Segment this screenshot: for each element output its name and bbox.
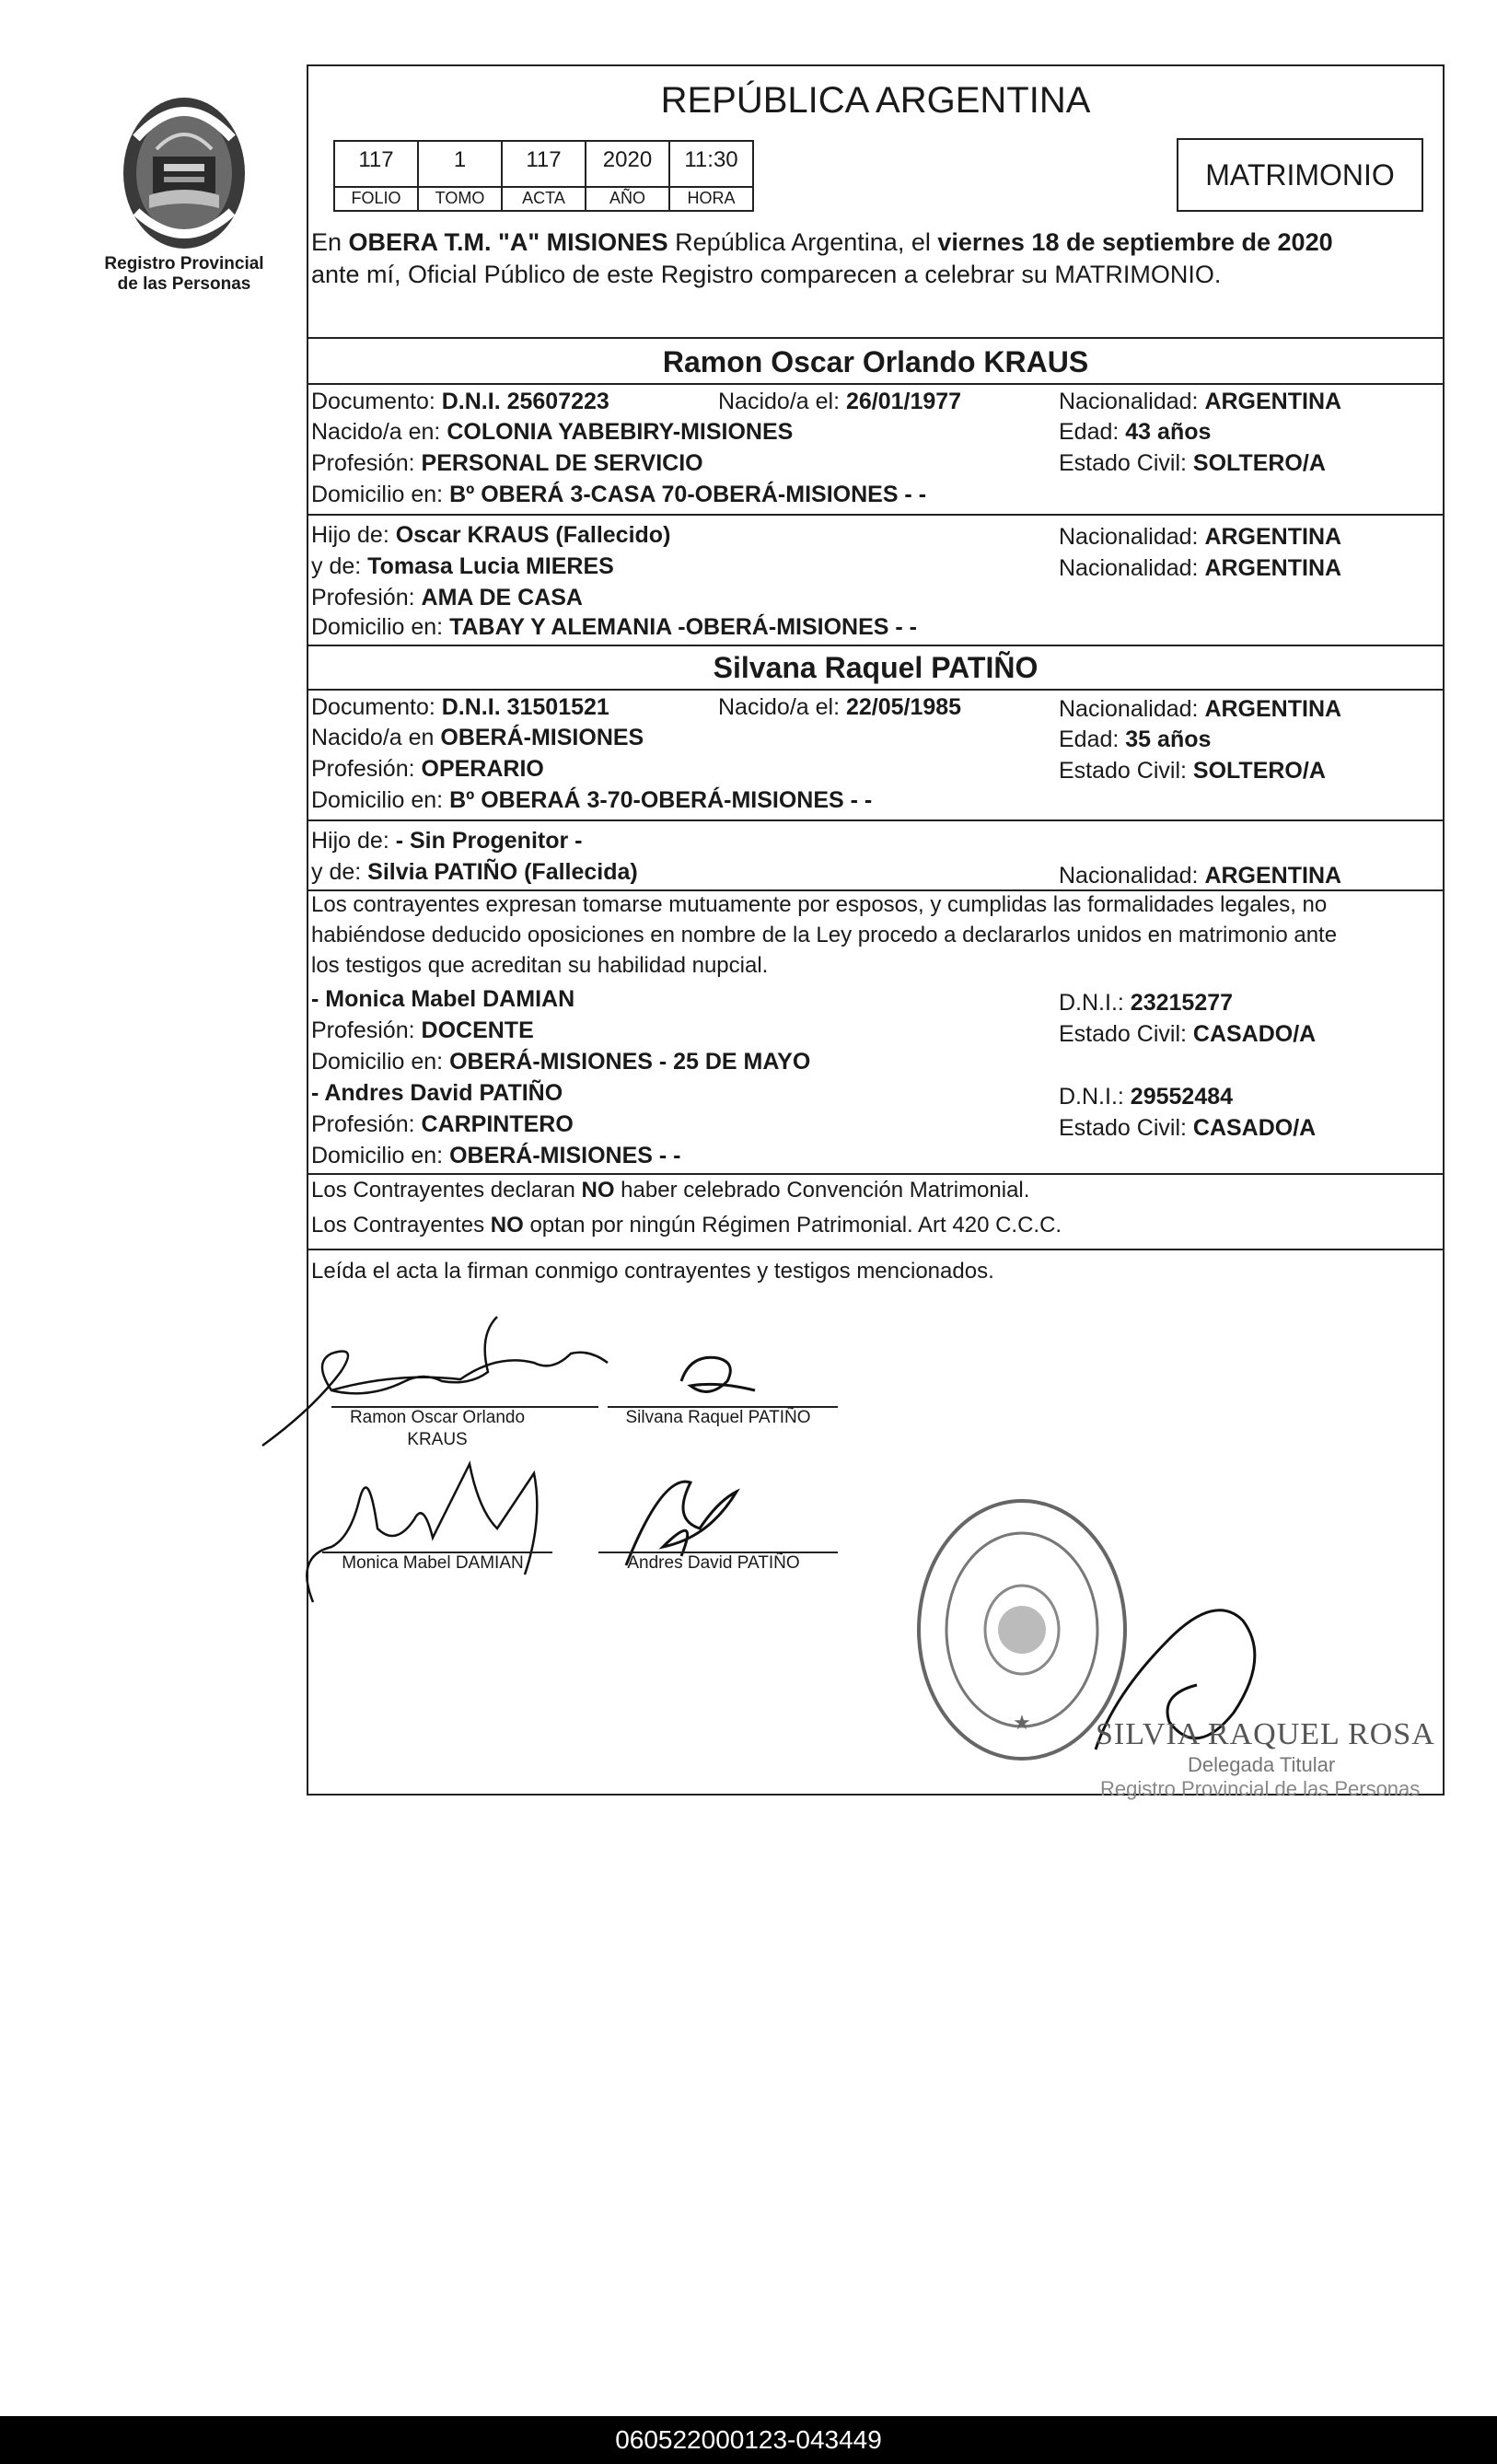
record-value: 11:30 bbox=[684, 147, 738, 172]
signature-damian-scribble bbox=[295, 1446, 589, 1611]
ceremony-line-3: los testigos que acreditan su habilidad nupcial. bbox=[311, 953, 769, 978]
divider bbox=[307, 383, 1445, 385]
record-label: ACTA bbox=[503, 186, 585, 210]
spouse2-father bbox=[311, 827, 583, 854]
value: 26/01/1977 bbox=[845, 389, 962, 414]
label: Nacionalidad: bbox=[1059, 389, 1205, 414]
label: Hijo de: bbox=[311, 522, 396, 548]
value: 22/05/1985 bbox=[845, 694, 962, 720]
value: SOLTERO/A bbox=[1192, 450, 1326, 476]
witness2-address bbox=[311, 1142, 680, 1169]
value: TABAY Y ALEMANIA -OBERÁ-MISIONES - - bbox=[449, 614, 917, 640]
divider-thin bbox=[307, 514, 1445, 516]
value: OPERARIO bbox=[421, 756, 544, 782]
spouse1-document bbox=[311, 388, 609, 415]
spouse1-nationality bbox=[1059, 388, 1341, 415]
spouse2-name: Silvana Raquel PATIÑO bbox=[713, 651, 1039, 684]
official-title: Delegada Titular bbox=[1188, 1753, 1336, 1776]
label: Domicilio en: bbox=[311, 482, 450, 507]
label: Domicilio en: bbox=[311, 787, 450, 813]
spouse1-address bbox=[311, 481, 926, 508]
logo-text-line1: Registro Provincial bbox=[104, 254, 264, 273]
intro-text: República Argentina, el bbox=[667, 228, 938, 256]
divider bbox=[307, 645, 1445, 646]
witness2-civil-status bbox=[1059, 1114, 1316, 1142]
reading-statement: Leída el acta la firman conmigo contrayentes y testigos mencionados. bbox=[311, 1259, 994, 1284]
witness2-name: - Andres David PATIÑO bbox=[311, 1080, 563, 1106]
divider bbox=[307, 337, 1445, 339]
spouse1-profession bbox=[311, 449, 703, 477]
label: Documento: bbox=[311, 389, 442, 414]
misiones-emblem-icon bbox=[92, 92, 276, 253]
record-label: HORA bbox=[670, 186, 752, 210]
spouse2-document bbox=[311, 693, 609, 721]
registry-logo bbox=[92, 92, 276, 304]
value: CASADO/A bbox=[1192, 1021, 1317, 1047]
label: Profesión: bbox=[311, 585, 422, 610]
spouse2-age bbox=[1059, 726, 1211, 753]
spouse1-father bbox=[311, 521, 670, 549]
signature-patino-scribble bbox=[663, 1344, 773, 1409]
intro-place: OBERA T.M. "A" MISIONES bbox=[348, 228, 668, 256]
label: Profesión: bbox=[311, 756, 422, 782]
spouse2-mother bbox=[311, 858, 638, 886]
regime-line-1 bbox=[311, 1177, 1029, 1204]
label: Estado Civil: bbox=[1059, 450, 1193, 476]
value: COLONIA YABEBIRY-MISIONES bbox=[447, 419, 794, 445]
spouse2-address bbox=[311, 786, 872, 814]
spouse2-mother-nationality bbox=[1059, 862, 1341, 889]
value: OBERÁ-MISIONES - - bbox=[449, 1143, 681, 1168]
value: ARGENTINA bbox=[1204, 863, 1342, 889]
spouse2-profession bbox=[311, 755, 544, 783]
official-org: Registro Provincial de las Personas bbox=[1100, 1777, 1421, 1800]
label: Domicilio en: bbox=[311, 614, 450, 640]
intro-date: viernes 18 de septiembre de 2020 bbox=[937, 228, 1333, 256]
label: Estado Civil: bbox=[1059, 1115, 1193, 1141]
label: Profesión: bbox=[311, 1017, 422, 1043]
spouse1-father-nationality bbox=[1059, 523, 1341, 551]
regime-line-2 bbox=[311, 1212, 1062, 1239]
signature-label-kraus-1: Ramon Oscar Orlando bbox=[349, 1408, 526, 1427]
label: D.N.I.: bbox=[1059, 1084, 1131, 1110]
value: 43 años bbox=[1125, 419, 1212, 445]
value: ARGENTINA bbox=[1204, 524, 1342, 550]
value: Oscar KRAUS (Fallecido) bbox=[395, 522, 671, 548]
record-label: FOLIO bbox=[335, 186, 417, 210]
record-cell-anio bbox=[585, 140, 670, 212]
label: Documento: bbox=[311, 694, 442, 720]
label: Nacido/a el: bbox=[718, 694, 846, 720]
record-value: 117 bbox=[358, 147, 394, 172]
label: y de: bbox=[311, 859, 368, 885]
witness1-address bbox=[311, 1048, 810, 1075]
signature-label-patino: Silvana Raquel PATIÑO bbox=[625, 1408, 811, 1427]
value: - Sin Progenitor - bbox=[395, 828, 583, 854]
label: Nacionalidad: bbox=[1059, 696, 1205, 722]
label: Edad: bbox=[1059, 726, 1126, 752]
value: ARGENTINA bbox=[1204, 389, 1342, 414]
intro-text: En bbox=[311, 228, 349, 256]
value: PERSONAL DE SERVICIO bbox=[421, 450, 703, 476]
value: 29552484 bbox=[1130, 1084, 1234, 1110]
value: ARGENTINA bbox=[1204, 696, 1342, 722]
text: haber celebrado Convención Matrimonial. bbox=[614, 1178, 1030, 1203]
value: Bº OBERAÁ 3-70-OBERÁ-MISIONES - - bbox=[449, 787, 873, 813]
label: Hijo de: bbox=[311, 828, 396, 854]
intro-line-1 bbox=[311, 228, 1333, 256]
divider-thin bbox=[307, 819, 1445, 821]
emphasis: NO bbox=[581, 1178, 615, 1203]
record-cell-tomo bbox=[417, 140, 503, 212]
divider bbox=[307, 1173, 1445, 1175]
label: Nacido/a el: bbox=[718, 389, 846, 414]
witness2-dni bbox=[1059, 1083, 1233, 1110]
value: D.N.I. 25607223 bbox=[441, 389, 609, 414]
value: D.N.I. 31501521 bbox=[441, 694, 609, 720]
spouse2-birthdate bbox=[718, 693, 961, 721]
spouse1-mother-nationality bbox=[1059, 554, 1341, 582]
value: DOCENTE bbox=[421, 1017, 534, 1043]
record-value: 117 bbox=[526, 147, 562, 172]
signature-label-kraus-2: KRAUS bbox=[407, 1430, 468, 1449]
text: Los Contrayentes declaran bbox=[311, 1178, 582, 1203]
spouse2-birthplace bbox=[311, 724, 644, 751]
label: Domicilio en: bbox=[311, 1049, 450, 1075]
label: Estado Civil: bbox=[1059, 1021, 1193, 1047]
footer-code-bar: 060522000123-043449 bbox=[0, 2416, 1497, 2464]
svg-text:★: ★ bbox=[1013, 1711, 1031, 1734]
divider bbox=[307, 1249, 1445, 1250]
witness1-civil-status bbox=[1059, 1020, 1316, 1048]
value: AMA DE CASA bbox=[421, 585, 583, 610]
value: 35 años bbox=[1125, 726, 1212, 752]
label: Profesión: bbox=[311, 450, 422, 476]
intro-line-2: ante mí, Oficial Público de este Registro comparecen a celebrar su MATRIMONIO. bbox=[311, 261, 1222, 288]
ceremony-line-1: Los contrayentes expresan tomarse mutuamente por esposos, y cumplidas las formalidades legales, no bbox=[311, 892, 1328, 917]
divider bbox=[307, 689, 1445, 691]
value: Bº OBERÁ 3-CASA 70-OBERÁ-MISIONES - - bbox=[449, 482, 927, 507]
label: Domicilio en: bbox=[311, 1143, 450, 1168]
record-label: AÑO bbox=[586, 186, 668, 210]
text: optan por ningún Régimen Patrimonial. Art 420 C.C.C. bbox=[523, 1213, 1062, 1238]
spouse2-nationality bbox=[1059, 695, 1341, 723]
label: Estado Civil: bbox=[1059, 758, 1193, 784]
record-cell-folio bbox=[333, 140, 419, 212]
label: Edad: bbox=[1059, 419, 1126, 445]
spouse1-birthplace bbox=[311, 418, 793, 446]
emphasis: NO bbox=[490, 1213, 524, 1238]
label: Nacido/a en: bbox=[311, 419, 447, 445]
ceremony-line-2: habiéndose deducido oposiciones en nombre de la Ley procedo a declararlos unidos en matrimonio ante bbox=[311, 923, 1338, 947]
logo-text-line2: de las Personas bbox=[117, 274, 251, 294]
label: Nacionalidad: bbox=[1059, 555, 1205, 581]
spouse1-name: Ramon Oscar Orlando KRAUS bbox=[662, 345, 1089, 378]
label: Nacionalidad: bbox=[1059, 524, 1205, 550]
record-value: 1 bbox=[453, 147, 467, 172]
witness1-dni bbox=[1059, 989, 1233, 1017]
value: Tomasa Lucia MIERES bbox=[367, 553, 614, 579]
label: Profesión: bbox=[311, 1111, 422, 1137]
spouse1-mother bbox=[311, 552, 614, 580]
signature-label-damian: Monica Mabel DAMIAN bbox=[342, 1553, 524, 1573]
spouse1-mother-address bbox=[311, 613, 917, 641]
value: SOLTERO/A bbox=[1192, 758, 1326, 784]
spouse1-age bbox=[1059, 418, 1211, 446]
label: y de: bbox=[311, 553, 368, 579]
spouse1-birthdate bbox=[718, 388, 961, 415]
certificate-type-box bbox=[1177, 138, 1423, 212]
witness1-profession bbox=[311, 1017, 534, 1044]
value: 23215277 bbox=[1130, 990, 1234, 1016]
label: Nacionalidad: bbox=[1059, 863, 1205, 889]
record-value: 2020 bbox=[602, 147, 653, 172]
witness2-profession bbox=[311, 1110, 574, 1138]
value: ARGENTINA bbox=[1204, 555, 1342, 581]
value: CARPINTERO bbox=[421, 1111, 574, 1137]
text: Los Contrayentes bbox=[311, 1213, 491, 1238]
value: CASADO/A bbox=[1192, 1115, 1317, 1141]
label: Nacido/a en bbox=[311, 725, 441, 750]
value: OBERÁ-MISIONES - 25 DE MAYO bbox=[449, 1049, 811, 1075]
witness1-name: - Monica Mabel DAMIAN bbox=[311, 986, 575, 1012]
spouse1-mother-profession bbox=[311, 584, 583, 611]
certificate-type: MATRIMONIO bbox=[1205, 158, 1395, 192]
value: OBERÁ-MISIONES bbox=[440, 725, 644, 750]
record-label: TOMO bbox=[419, 186, 501, 210]
document-title: REPÚBLICA ARGENTINA bbox=[660, 80, 1091, 121]
spouse2-civil-status bbox=[1059, 757, 1326, 785]
record-cell-acta bbox=[501, 140, 586, 212]
label: D.N.I.: bbox=[1059, 990, 1131, 1016]
spouse1-civil-status bbox=[1059, 449, 1326, 477]
record-cell-hora bbox=[668, 140, 754, 212]
official-name: SILVIA RAQUEL ROSA bbox=[1096, 1717, 1435, 1751]
value: Silvia PATIÑO (Fallecida) bbox=[367, 859, 638, 885]
signature-label-andres: Andres David PATIÑO bbox=[627, 1553, 800, 1573]
